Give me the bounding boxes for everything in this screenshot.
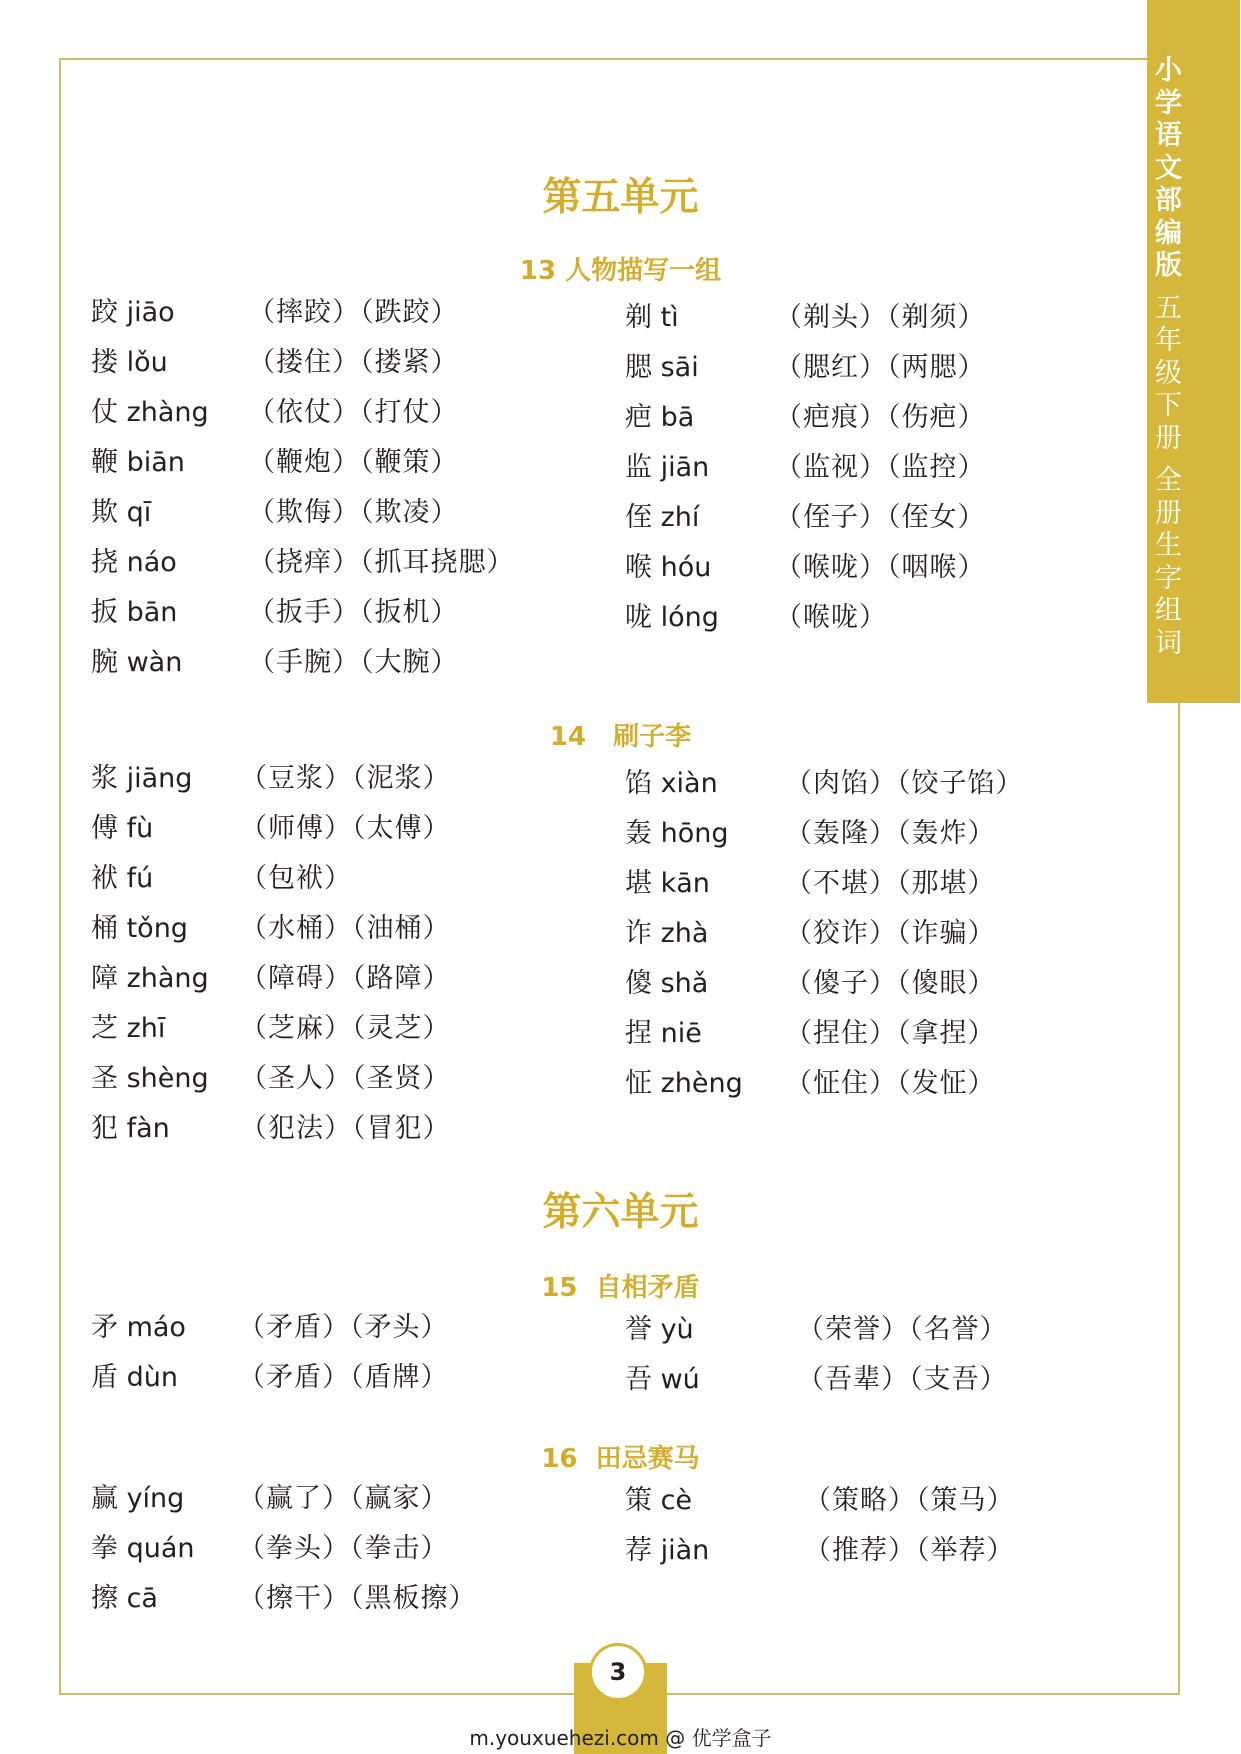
side-char: 词	[1155, 627, 1182, 659]
vocab-character: 剃 tì	[625, 302, 679, 333]
lesson-title: 16 田忌赛马	[541, 1444, 700, 1474]
vocab-words: （水桶）（油桶）	[240, 913, 451, 944]
side-char: 册	[1155, 497, 1182, 529]
side-char: 编	[1155, 217, 1182, 249]
vocab-words: （喉咙）	[775, 602, 887, 633]
vocab-character: 挠 náo	[91, 547, 177, 578]
vocab-character: 欺 qī	[91, 497, 152, 528]
vocab-words: （拳头）（拳击）	[238, 1533, 449, 1564]
page-number: 3	[589, 1643, 647, 1701]
footer-url: m.youxuehezi.com @ 优学盒子	[469, 1726, 772, 1750]
side-char: 五	[1155, 292, 1182, 324]
vocab-words: （疤痕）（伤疤）	[775, 402, 986, 433]
vocab-words: （鞭炮）（鞭策）	[248, 447, 459, 478]
vocab-words: （推荐）（举荐）	[804, 1535, 1015, 1566]
unit-title: 第五单元	[542, 175, 699, 220]
lesson-title: 15 自相矛盾	[541, 1273, 700, 1303]
vocab-words: （策略）（策马）	[804, 1485, 1015, 1516]
vocab-character: 监 jiān	[625, 452, 710, 483]
vocab-character: 疤 bā	[625, 402, 695, 433]
side-tab-label	[1147, 55, 1190, 660]
unit-title: 第六单元	[542, 1190, 699, 1235]
vocab-character: 盾 dùn	[91, 1362, 178, 1393]
vocab-words: （师傅）（太傅）	[240, 813, 451, 844]
vocab-character: 腕 wàn	[91, 647, 183, 678]
vocab-character: 障 zhàng	[91, 963, 209, 994]
vocab-words: （侄子）（侄女）	[775, 502, 986, 533]
vocab-character: 怔 zhèng	[625, 1068, 743, 1099]
side-char: 生	[1155, 530, 1182, 561]
side-char: 字	[1155, 562, 1182, 594]
lesson-title: 13 人物描写一组	[519, 256, 722, 286]
vocab-character: 浆 jiāng	[91, 763, 193, 794]
vocab-character: 腮 sāi	[625, 352, 699, 383]
vocab-character: 拳 quán	[91, 1533, 195, 1564]
vocab-character: 仗 zhàng	[91, 397, 209, 428]
vocab-character: 搂 lǒu	[91, 347, 168, 378]
vocab-character: 馅 xiàn	[625, 768, 718, 799]
vocab-character: 捏 niē	[625, 1018, 702, 1049]
vocab-words: （包袱）	[240, 863, 352, 894]
vocab-words: （狡诈）（诈骗）	[785, 918, 996, 949]
side-char: 版	[1155, 250, 1182, 281]
vocab-character: 袱 fú	[91, 863, 154, 894]
side-char: 小	[1155, 55, 1182, 86]
vocab-character: 傅 fù	[91, 813, 154, 844]
vocab-words: （轰隆）（轰炸）	[785, 818, 996, 849]
vocab-words: （豆浆）（泥浆）	[240, 763, 451, 794]
vocab-words: （摔跤）（跌跤）	[248, 297, 459, 328]
vocab-words: （擦干）（黑板擦）	[238, 1583, 477, 1614]
vocab-character: 策 cè	[625, 1485, 693, 1516]
side-char: 部	[1155, 185, 1182, 216]
vocab-character: 擦 cā	[91, 1583, 158, 1614]
lesson-title: 14 刷子李	[549, 722, 692, 752]
vocab-words: （不堪）（那堪）	[785, 868, 996, 899]
vocab-words: （矛盾）（盾牌）	[238, 1362, 449, 1393]
vocab-character: 轰 hōng	[625, 818, 729, 849]
side-char: 级	[1155, 357, 1182, 389]
vocab-words: （犯法）（冒犯）	[240, 1113, 451, 1144]
vocab-words: （喉咙）（咽喉）	[775, 552, 986, 583]
vocab-words: （手腕）（大腕）	[248, 647, 459, 678]
vocab-character: 桶 tǒng	[91, 913, 188, 944]
vocab-words: （障碍）（路障）	[240, 963, 451, 994]
vocab-words: （腮红）（两腮）	[775, 352, 986, 383]
side-char: 年	[1155, 325, 1182, 356]
vocab-character: 荐 jiàn	[625, 1535, 710, 1566]
vocab-character: 侄 zhí	[625, 502, 700, 533]
vocab-words: （赢了）（赢家）	[238, 1483, 449, 1514]
vocab-character: 吾 wú	[625, 1364, 700, 1395]
side-char: 组	[1155, 595, 1182, 626]
vocab-character: 咙 lóng	[625, 602, 719, 633]
vocab-words: （傻子）（傻眼）	[785, 968, 996, 999]
side-char: 下	[1155, 390, 1182, 421]
vocab-words: （矛盾）（矛头）	[238, 1312, 449, 1343]
vocab-character: 犯 fàn	[91, 1113, 170, 1144]
vocab-character: 喉 hóu	[625, 552, 712, 583]
side-char: 册	[1155, 422, 1182, 454]
side-char: 语	[1155, 120, 1182, 151]
vocab-character: 圣 shèng	[91, 1063, 209, 1094]
vocab-words: （芝麻）（灵芝）	[240, 1013, 451, 1044]
side-char: 学	[1155, 87, 1182, 119]
vocab-words: （搂住）（搂紧）	[248, 347, 459, 378]
vocab-words: （监视）（监控）	[775, 452, 986, 483]
vocab-character: 扳 bān	[91, 597, 178, 628]
vocab-character: 芝 zhī	[91, 1013, 166, 1044]
vocab-words: （挠痒）（抓耳挠腮）	[248, 547, 515, 578]
vocab-character: 鞭 biān	[91, 447, 185, 478]
vocab-character: 诈 zhà	[625, 918, 709, 949]
vocab-character: 誉 yù	[625, 1314, 694, 1345]
vocab-words: （依仗）（打仗）	[248, 397, 459, 428]
vocab-character: 堪 kān	[625, 868, 710, 899]
vocab-words: （肉馅）（饺子馅）	[785, 768, 1024, 799]
vocab-words: （剃头）（剃须）	[775, 302, 986, 333]
vocab-character: 矛 máo	[91, 1312, 186, 1343]
vocab-words: （欺侮）（欺凌）	[248, 497, 459, 528]
side-char: 全	[1155, 465, 1182, 496]
vocab-character: 傻 shǎ	[625, 968, 709, 999]
vocab-words: （圣人）（圣贤）	[240, 1063, 451, 1094]
vocab-words: （扳手）（扳机）	[248, 597, 459, 628]
vocab-words: （吾辈）（支吾）	[797, 1364, 1008, 1395]
vocab-words: （荣誉）（名誉）	[797, 1314, 1008, 1345]
vocab-character: 跤 jiāo	[91, 297, 175, 328]
vocab-words: （捏住）（拿捏）	[785, 1018, 996, 1049]
side-char: 文	[1155, 152, 1182, 184]
vocab-words: （怔住）（发怔）	[785, 1068, 996, 1099]
vocab-character: 赢 yíng	[91, 1483, 185, 1514]
